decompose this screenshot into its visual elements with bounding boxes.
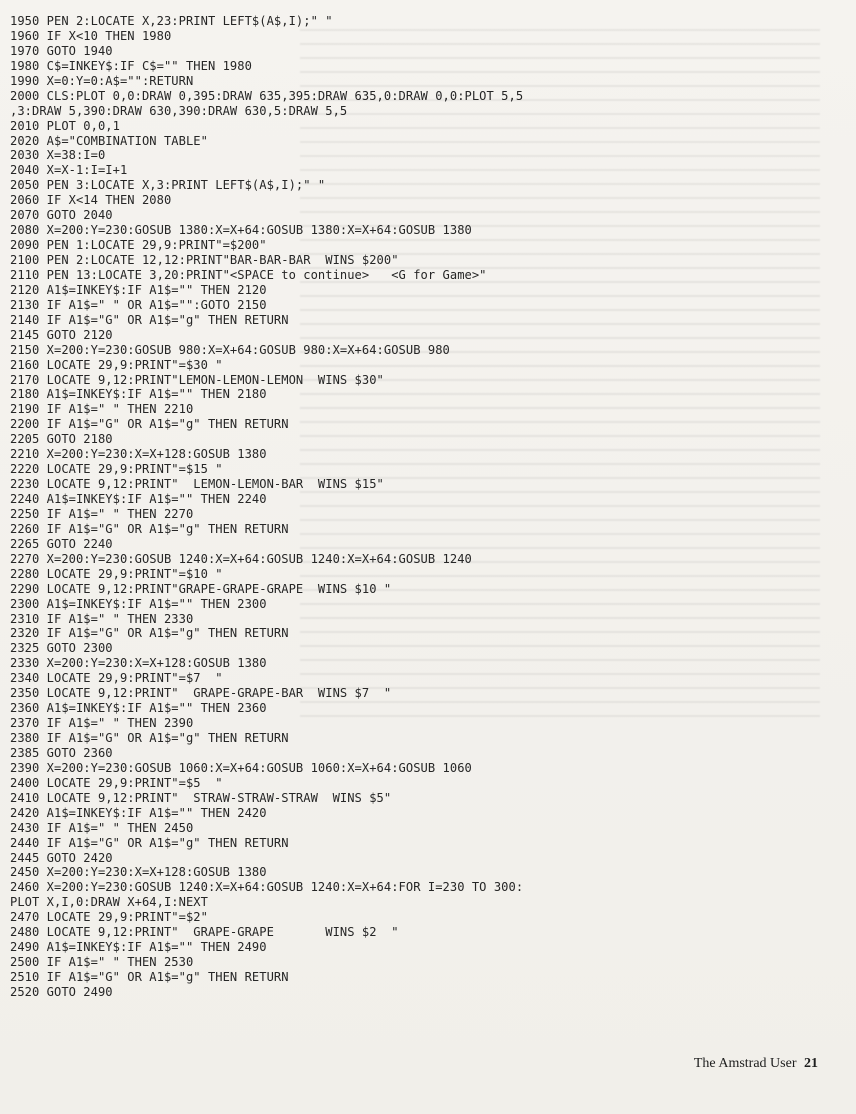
code-line: 2240 A1$=INKEY$:IF A1$="" THEN 2240: [10, 492, 267, 506]
code-line: 2150 X=200:Y=230:GOSUB 980:X=X+64:GOSUB 980:X=X+64:GOSUB 980: [10, 342, 450, 357]
code-line: PLOT X,I,0:DRAW X+64,I:NEXT: [10, 895, 208, 910]
code-line: 2120 A1$=INKEY$:IF A1$="" THEN 2120: [10, 282, 267, 297]
code-line: 2440 IF A1$="G" OR A1$="g" THEN RETURN: [10, 835, 289, 850]
code-line: 2145 GOTO 2120: [10, 327, 113, 342]
code-line: 2350 LOCATE 9,12:PRINT" GRAPE-GRAPE-BAR WINS $7 ": [10, 686, 392, 701]
code-line: 2520 GOTO 2490: [10, 984, 113, 999]
code-line: 2380 IF A1$="G" OR A1$="g" THEN RETURN: [10, 731, 289, 745]
code-line: 2050 PEN 3:LOCATE X,3:PRINT LEFT$(A$,I);" ": [10, 178, 326, 193]
code-line: 2430 IF A1$=" " THEN 2450: [10, 820, 194, 835]
code-line: 2190 IF A1$=" " THEN 2210: [10, 402, 194, 417]
code-line: 2090 PEN 1:LOCATE 29,9:PRINT"=$200": [10, 238, 267, 253]
code-line: 2040 X=X-1:I=I+1: [10, 163, 128, 178]
code-line: 2200 IF A1$="G" OR A1$="g" THEN RETURN: [10, 417, 289, 432]
code-line: 2480 LOCATE 9,12:PRINT" GRAPE-GRAPE WINS $2 ": [10, 925, 399, 940]
code-line: 2500 IF A1$=" " THEN 2530: [10, 955, 194, 970]
code-line: 2160 LOCATE 29,9:PRINT"=$30 ": [10, 357, 223, 372]
code-line: 2205 GOTO 2180: [10, 432, 113, 447]
code-line: 2310 IF A1$=" " THEN 2330: [10, 611, 194, 626]
code-line: ,3:DRAW 5,390:DRAW 630,390:DRAW 630,5:DRAW 5,5: [10, 103, 348, 118]
code-line: 2230 LOCATE 9,12:PRINT" LEMON-LEMON-BAR WINS $15": [10, 477, 384, 492]
code-line: 2320 IF A1$="G" OR A1$="g" THEN RETURN: [10, 626, 289, 641]
code-line: 2460 X=200:Y=230:GOSUB 1240:X=X+64:GOSUB 1240:X=X+64:FOR I=230 TO 300:: [10, 880, 524, 895]
code-line: 1970 GOTO 1940: [10, 43, 113, 58]
page-footer: [694, 1056, 818, 1072]
code-line: 2220 LOCATE 29,9:PRINT"=$15 ": [10, 462, 223, 477]
code-line: 2070 GOTO 2040: [10, 208, 113, 223]
code-line: 2385 GOTO 2360: [10, 745, 113, 760]
code-line: 1950 PEN 2:LOCATE X,23:PRINT LEFT$(A$,I);" ": [10, 14, 333, 28]
code-line: 2510 IF A1$="G" OR A1$="g" THEN RETURN: [10, 970, 289, 984]
code-line: 2290 LOCATE 9,12:PRINT"GRAPE-GRAPE-GRAPE WINS $10 ": [10, 581, 392, 596]
code-line: 2260 IF A1$="G" OR A1$="g" THEN RETURN: [10, 521, 289, 536]
code-line: 2325 GOTO 2300: [10, 641, 113, 656]
code-line: 2280 LOCATE 29,9:PRINT"=$10 ": [10, 566, 223, 581]
code-line: 2370 IF A1$=" " THEN 2390: [10, 716, 194, 731]
code-line: 2420 A1$=INKEY$:IF A1$="" THEN 2420: [10, 805, 267, 820]
page-number: 21: [804, 1056, 818, 1071]
code-line: 2450 X=200:Y=230:X=X+128:GOSUB 1380: [10, 865, 267, 880]
code-line: 2060 IF X<14 THEN 2080: [10, 193, 172, 208]
code-line: 1990 X=0:Y=0:A$="":RETURN: [10, 73, 194, 88]
code-line: 1980 C$=INKEY$:IF C$="" THEN 1980: [10, 58, 252, 73]
code-line: 2330 X=200:Y=230:X=X+128:GOSUB 1380: [10, 656, 267, 671]
basic-program-listing: [10, 14, 810, 1000]
code-line: 2210 X=200:Y=230:X=X+128:GOSUB 1380: [10, 447, 267, 462]
code-line: 2130 IF A1$=" " OR A1$="":GOTO 2150: [10, 297, 267, 312]
code-line: 2250 IF A1$=" " THEN 2270: [10, 506, 194, 521]
code-line: 2030 X=38:I=0: [10, 148, 106, 163]
code-line: 2100 PEN 2:LOCATE 12,12:PRINT"BAR-BAR-BAR WINS $200": [10, 253, 399, 267]
code-line: 2490 A1$=INKEY$:IF A1$="" THEN 2490: [10, 940, 267, 955]
code-line: 2140 IF A1$="G" OR A1$="g" THEN RETURN: [10, 312, 289, 327]
code-line: 2300 A1$=INKEY$:IF A1$="" THEN 2300: [10, 596, 267, 611]
code-line: 2110 PEN 13:LOCATE 3,20:PRINT"<SPACE to continue> <G for Game>": [10, 267, 487, 282]
code-line: 2270 X=200:Y=230:GOSUB 1240:X=X+64:GOSUB 1240:X=X+64:GOSUB 1240: [10, 551, 472, 566]
publication-name: The Amstrad User: [693, 1056, 797, 1071]
code-line: 2360 A1$=INKEY$:IF A1$="" THEN 2360: [10, 701, 267, 716]
code-line: 2020 A$="COMBINATION TABLE": [10, 133, 208, 148]
code-line: 2265 GOTO 2240: [10, 536, 113, 551]
code-line: 2400 LOCATE 29,9:PRINT"=$5 ": [10, 775, 223, 790]
code-line: 2080 X=200:Y=230:GOSUB 1380:X=X+64:GOSUB 1380:X=X+64:GOSUB 1380: [10, 223, 472, 238]
code-line: 2410 LOCATE 9,12:PRINT" STRAW-STRAW-STRAW WINS $5": [10, 790, 392, 805]
code-line: 2170 LOCATE 9,12:PRINT"LEMON-LEMON-LEMON WINS $30": [10, 372, 384, 387]
code-line: 2340 LOCATE 29,9:PRINT"=$7 ": [10, 671, 223, 686]
code-line: 2470 LOCATE 29,9:PRINT"=$2": [10, 910, 208, 925]
code-line: 2010 PLOT 0,0,1: [10, 118, 120, 133]
code-line: 2445 GOTO 2420: [10, 850, 113, 865]
code-line: 1960 IF X<10 THEN 1980: [10, 28, 172, 43]
code-line: 2390 X=200:Y=230:GOSUB 1060:X=X+64:GOSUB 1060:X=X+64:GOSUB 1060: [10, 760, 472, 775]
code-line: 2180 A1$=INKEY$:IF A1$="" THEN 2180: [10, 387, 267, 402]
code-line: 2000 CLS:PLOT 0,0:DRAW 0,395:DRAW 635,395:DRAW 635,0:DRAW 0,0:PLOT 5,5: [10, 88, 524, 103]
